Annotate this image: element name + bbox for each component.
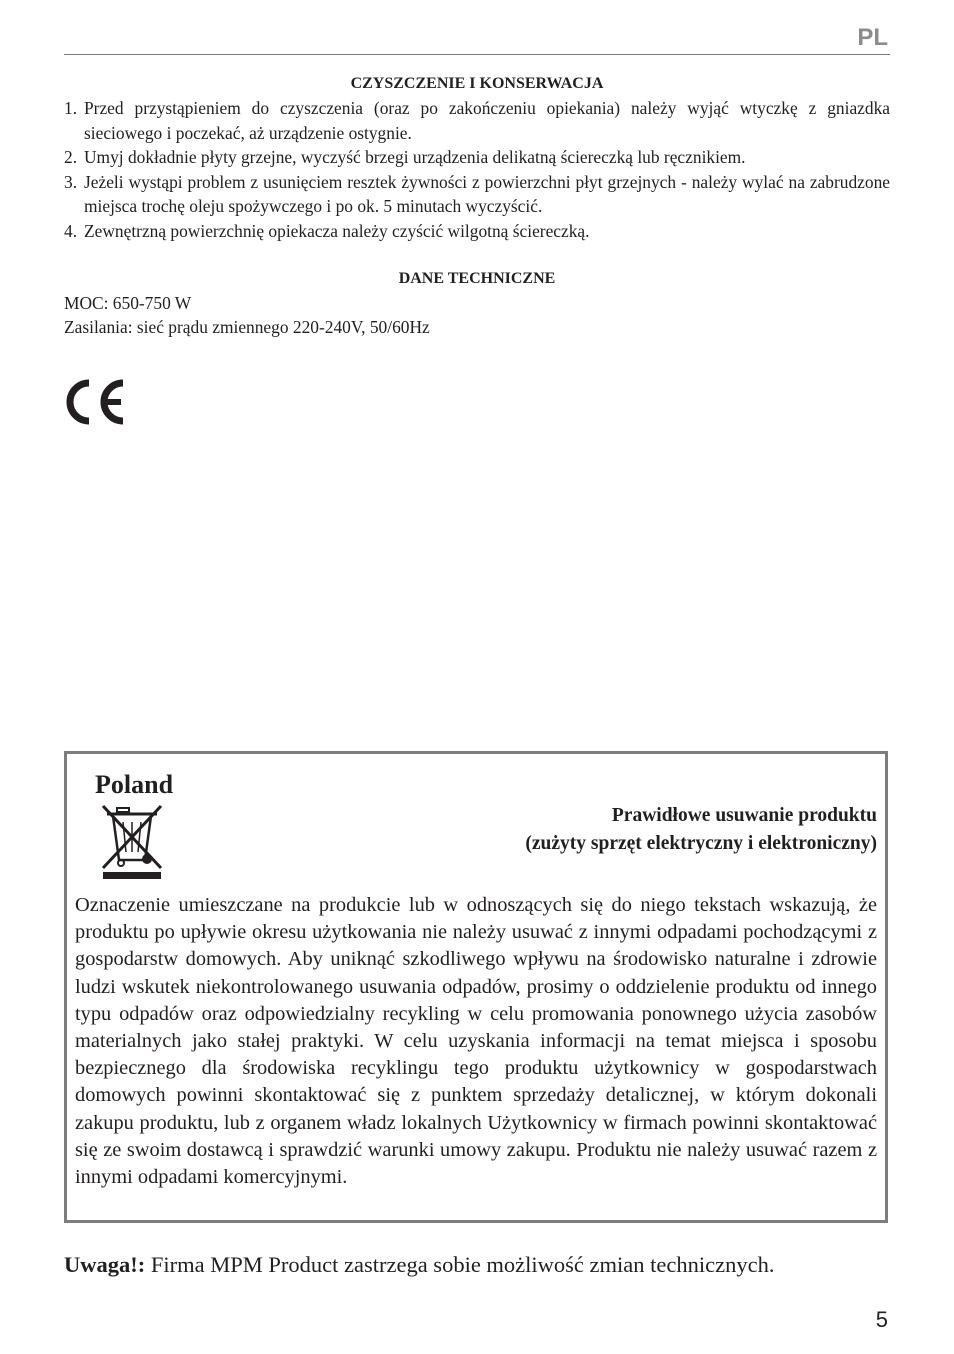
supply-spec: Zasilania: sieć prądu zmiennego 220-240V, 50/60Hz <box>64 317 430 338</box>
list-item <box>64 219 890 244</box>
step-number: 3. <box>64 171 78 192</box>
cleaning-heading: CZYSZCZENIE I KONSERWACJA <box>350 75 604 92</box>
disposal-title <box>525 802 877 858</box>
disposal-text: Oznaczenie umieszczane na produkcie lub w odnoszących się do niego tekstach wskazują, że produktu po upływie okresu użytkowania nie należy usuwać z innymi odpadami pochodzącymi z gospodarstw domowych. Aby uniknąć szkodliwego wpływu na środowisko naturalne i zdrowie ludzi wskutek niekontrolowanego usuwania odpadów, prosimy o oddzielenie produktu od innego typu odpadów oraz odpowiedzialny recykling w celu promowania ponownego użycia zasobów materialnych jako stałej praktyki. W celu uzyskania informacji na temat miejsca i sposobu bezpiecznego dla środowiska recyklingu tego produktu użytkownicy w gospodarstwach domowych powinni skontaktować się z punktem sprzedaży detalicznej, w którym dokonali zakupu produktu, lub z organem władz lokalnych Użytkownicy w firmach powinni skontaktować się ze swoim dostawcą i sprawdzić warunki umowy zakupu. Produktu nie należy usuwać razem z innymi odpadami komercyjnymi. <box>75 894 877 1189</box>
note-label: Uwaga!: <box>64 1252 146 1277</box>
note-text: Firma MPM Product zastrzega sobie możliwość zmian technicznych. <box>150 1252 775 1277</box>
ce-mark-icon <box>66 379 130 425</box>
country-name: Poland <box>95 770 174 799</box>
technical-changes-note <box>64 1252 890 1278</box>
disposal-notice-box <box>64 751 888 1223</box>
step-number: 2. <box>64 147 78 168</box>
disposal-title-line2: (zużyty sprzęt elektryczny i elektroniczny) <box>525 833 877 854</box>
step-text: Przed przystąpieniem do czyszczenia (oraz po zakończeniu opiekania) należy wyjąć wtyczkę z gniazdka sieciowego i poczekać, aż urządzenie ostygnie. <box>84 98 890 143</box>
step-number: 4. <box>64 220 78 241</box>
crossed-out-bin-icon <box>99 802 165 880</box>
power-spec: MOC: 650-750 W <box>64 292 192 313</box>
disposal-title-line1: Prawidłowe usuwanie produktu <box>611 805 877 826</box>
technical-heading: DANE TECHNICZNE <box>398 269 556 287</box>
step-text: Zewnętrzną powierzchnię opiekacza należy czyścić wilgotną ściereczką. <box>84 220 590 241</box>
list-item <box>64 145 890 170</box>
step-number: 1. <box>64 98 78 118</box>
page-number: 5 <box>875 1307 888 1332</box>
step-text: Jeżeli wystąpi problem z usunięciem resztek żywności z powierzchni płyt grzejnych - należy wylać na zabrudzone miejsca trochę oleju spożywczego i po ok. 5 minutach wyczyścić. <box>84 171 890 217</box>
language-code: PL <box>857 24 888 51</box>
step-text: Umyj dokładnie płyty grzejne, wyczyść brzegi urządzenia delikatną ściereczką lub ręcznikiem. <box>84 147 746 168</box>
instructions-section <box>64 72 890 340</box>
list-item <box>64 170 890 219</box>
header-divider <box>64 54 890 55</box>
cleaning-steps <box>64 96 890 244</box>
list-item <box>64 96 890 145</box>
